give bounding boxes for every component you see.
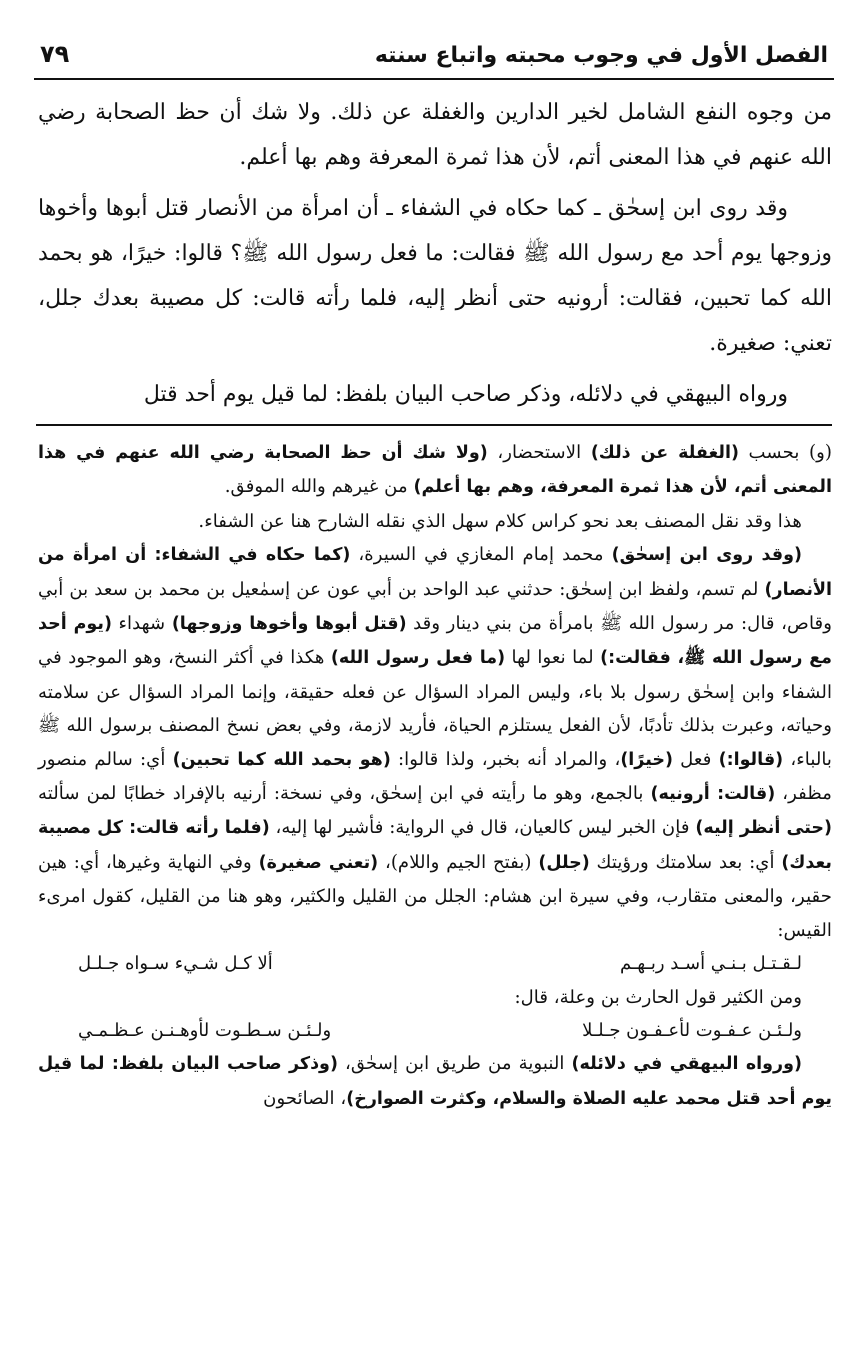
quoted-text: (ورواه البيهقي في دلائله) [571, 1054, 803, 1075]
section-divider [36, 424, 832, 426]
verse-second-hemistich: ولـئـن سـطـوت لأوهـنـن عـظـمـي [78, 1019, 332, 1041]
quoted-text: (ولا شك أن حظ الصحابة رضي الله عنهم في هذا المعنى أتم، لأن هذا ثمرة المعرفة، وهم بها أعلم) [38, 443, 832, 498]
quoted-text: (كما حكاه في الشفاء: أن امرأة من الأنصار) [38, 545, 832, 600]
quoted-text: (هو بحمد الله كما تحبين) [172, 749, 391, 770]
commentary-text: أي: سالم منصور مظفر، [38, 748, 832, 805]
running-title: الفصل الأول في وجوب محبته واتباع سنته [374, 43, 828, 68]
poetry-verse [38, 1014, 832, 1047]
commentary-text: ، الصائحون [263, 1087, 347, 1109]
verse-first-hemistich: ولـئـن عـفـوت لأعـفـون جـلـلا [582, 1019, 802, 1041]
quoted-text: (حتى أنظر إليه) [695, 818, 832, 839]
header-rule [34, 78, 834, 80]
commentary-paragraph [38, 1047, 832, 1116]
commentary-text: شهداء [111, 613, 172, 635]
commentary-text: ، والمراد أنه بخبر، ولذا قالوا: [390, 748, 621, 770]
commentary-text: وفي النهاية وغيرها، أي: هين حقير، والمعنى متقارب، وفي سيرة ابن هشام: الجلل من القليل والكثير، وهو هنا من القليل، كقول امرىء القيس: [38, 851, 832, 941]
commentary-text: النبوية من طريق ابن إسحٰق، [337, 1053, 572, 1075]
main-text [38, 90, 832, 420]
page-number: ٧٩ [40, 40, 70, 68]
commentary-text: لم تسم، ولفظ ابن إسحٰق: حدثني عبد الواحد بن أبي عون عن إسمٰعيل بن محمد بن سعد بن أبي وقاص، قال: مر رسول الله ﷺ بامرأة من بني دينار وقد [38, 578, 832, 635]
quoted-text: (ما فعل رسول الله) [330, 648, 506, 669]
commentary-text: هكذا في أكثر النسخ، وهو الموجود في الشفاء وابن إسحٰق رسول بلا باء، وليس المراد السؤال عن فعله حقيقة، وإنما المراد السؤال عن سلامته وحياته، وعبرت بذلك تأدبًا، لأن الفعل يستلزم الحياة، فأريد لازمة، وفي بعض نسخ المصنف برسول الله ﷺ بالباء، [38, 647, 832, 770]
verse-second-hemistich: ألا كـل شـيء سـواه جـلـل [78, 953, 273, 975]
quoted-text: (وذكر صاحب البيان بلفظ: لما قيل يوم أحد قتل محمد عليه الصلاة والسلام، وكثرت الصوارخ) [38, 1054, 832, 1109]
commentary-text: (بفتح الجيم واللام)، [378, 851, 539, 873]
commentary-text: فعل [672, 748, 719, 770]
commentary-text: أي: بعد سلامتك ورؤيتك [589, 851, 782, 873]
commentary-text: فإن الخبر ليس كالعيان، قال في الرواية: فأشير لها إليه، [269, 817, 696, 839]
main-paragraph: من وجوه النفع الشامل لخير الدارين والغفلة عن ذلك. ولا شك أن حظ الصحابة رضي الله عنهم في هذا المعنى أتم، لأن هذا ثمرة المعرفة وهم بها أعلم. [38, 100, 832, 170]
quoted-text: (قالوا:) [718, 749, 784, 770]
quoted-text: (وقد روى ابن إسحٰق) [611, 545, 803, 566]
commentary-text: من غيرهم والله الموفق. [224, 476, 414, 498]
quoted-text: (الغفلة عن ذلك) [590, 443, 739, 463]
page-header [40, 24, 828, 68]
commentary-text: محمد إمام المغازي في السيرة، [350, 544, 612, 566]
quoted-text: (جلل) [538, 852, 590, 873]
commentary-paragraph [38, 436, 832, 505]
main-paragraph: وقد روى ابن إسحٰق ـ كما حكاه في الشفاء ـ أن امرأة من الأنصار قتل أبوها وأخوها وزوجها يوم أحد مع رسول الله ﷺ فقالت: ما فعل رسول الله ﷺ؟ قالوا: خيرًا، هو بحمد الله كما تحبين، فقالت: أرونيه حتى أنظر إليه، فلما رأته قالت: كل مصيبة بعدك جلل، تعني: صغيرة. [38, 196, 832, 356]
quoted-text: (قالت: أرونيه) [650, 784, 776, 805]
quoted-text: (قتل أبوها وأخوها وزوجها) [171, 614, 407, 635]
commentary-text: لما نعوا لها [505, 647, 601, 669]
quoted-text: (يوم أحد مع رسول الله ﷺ، فقالت:) [38, 614, 833, 669]
commentary-paragraph [38, 538, 832, 947]
main-paragraph: ورواه البيهقي في دلائله، وذكر صاحب البيان بلفظ: لما قيل يوم أحد قتل [143, 382, 788, 407]
verse-first-hemistich: لـقـتـل بـنـي أسـد ربـهـم [620, 953, 802, 975]
poetry-verse [38, 947, 832, 980]
commentary [38, 436, 832, 1348]
commentary-text: بالجمع، وهو ما رأيته في ابن إسحٰق، وفي نسخة: أرنيه بالإفراد خطابًا لمن سألته [38, 783, 651, 805]
commentary-text: (و) بحسب [738, 442, 832, 463]
quoted-text: (فلما رأته قالت: كل مصيبة بعدك) [38, 818, 832, 873]
quoted-text: (خيرًا) [620, 749, 673, 770]
commentary-paragraph: ومن الكثير قول الحارث بن وعلة، قال: [514, 986, 802, 1008]
quoted-text: (تعني صغيرة) [258, 852, 379, 873]
commentary-paragraph: هذا وقد نقل المصنف بعد نحو كراس كلام سهل الذي نقله الشارح هنا عن الشفاء. [198, 510, 802, 532]
commentary-text: الاستحضار، [487, 442, 591, 463]
